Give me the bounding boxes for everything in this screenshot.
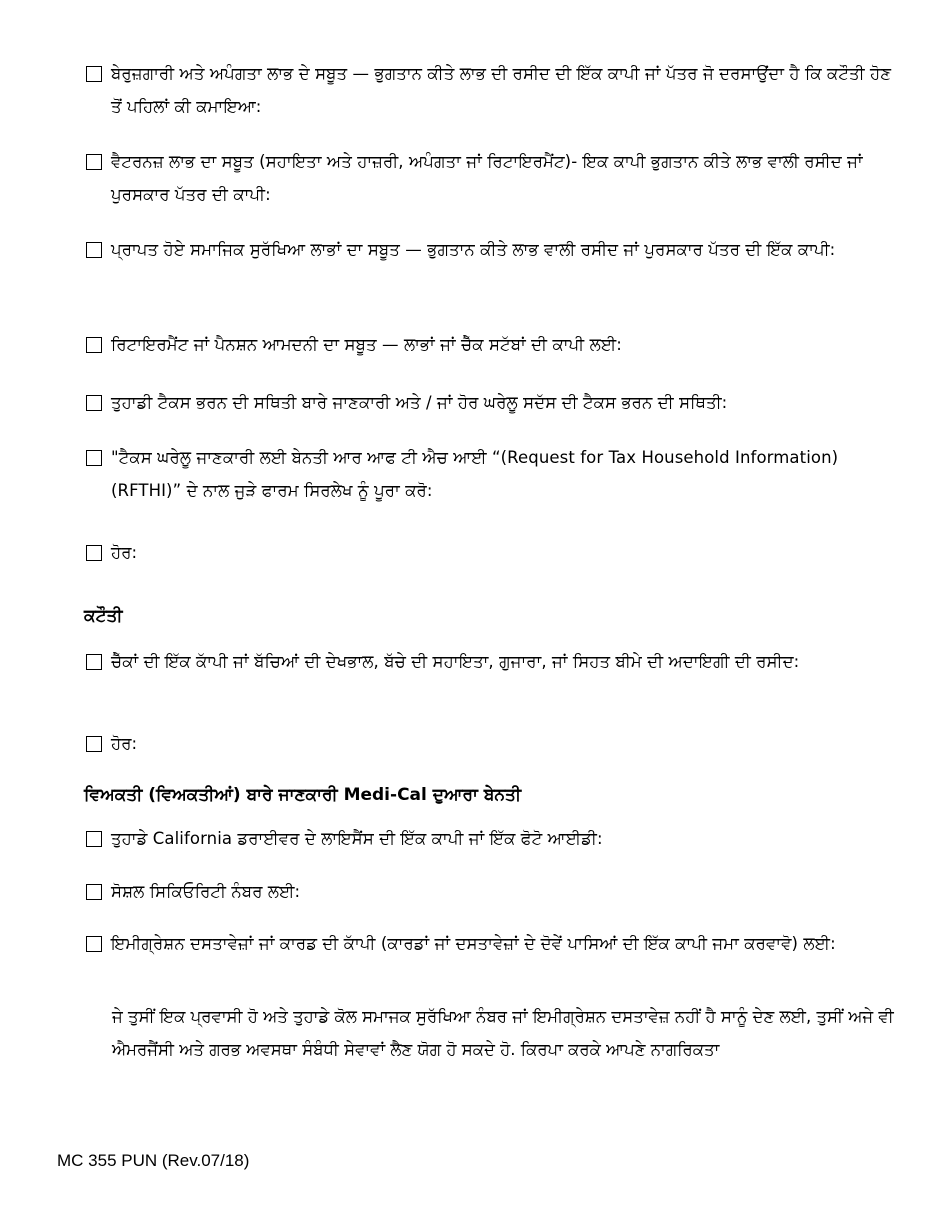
immigrant-note-paragraph: ਜੇ ਤੁਸੀਂ ਇਕ ਪ੍ਰਵਾਸੀ ਹੋ ਅਤੇ ਤੁਹਾਡੇ ਕੋਲ ਸਮਾਜਕ ਸੁਰੱਖਿਆ ਨੰਬਰ ਜਾਂ ਇਮੀਗ੍ਰੇਸ਼ਨ ਦਸਤਾਵੇਜ਼ ਨਹੀਂ ਹੈ ਸਾਨੂੰ ਦੇਣ ਲਈ, ਤੁਸੀਂ ਅਜੇ ਵੀ ਐਮਰਜੈਂਸੀ ਅਤੇ ਗਰਭ ਅਵਸਥਾ ਸੰਬੰਧੀ ਸੇਵਾਵਾਂ ਲੈਣ ਯੋਗ ਹੋ ਸਕਦੇ ਹੋ. ਕਿਰਪਾ ਕਰਕੇ ਆਪਣੇ ਨਾਗਰਿਕਤਾ <box>112 1007 894 1059</box>
checklist-item-label: "ਟੈਕਸ ਘਰੇਲੂ ਜਾਣਕਾਰੀ ਲਈ ਬੇਨਤੀ ਆਰ ਆਫ ਟੀ ਐਚ ਆਈ “(Request for Tax Household Information) (RFTHI)” ਦੇ ਨਾਲ ਜੁੜੇ ਫਾਰਮ ਸਿਰਲੇਖ ਨੂੰ ਪੂਰਾ ਕਰੋ: <box>111 448 839 500</box>
checklist-item-social-security-number <box>86 881 906 908</box>
checkbox[interactable] <box>86 736 102 752</box>
section-heading-deductions: ਕਟੌਤੀ <box>84 606 123 626</box>
checklist-item-rfthi <box>86 447 906 507</box>
checklist-item-label: ਇਮੀਗ੍ਰੇਸ਼ਨ ਦਸਤਾਵੇਜ਼ਾਂ ਜਾਂ ਕਾਰਡ ਦੀ ਕਾੱਪੀ (ਕਾਰਡਾਂ ਜਾਂ ਦਸਤਾਵੇਜ਼ਾਂ ਦੇ ਦੋਵੇਂ ਪਾਸਿਆਂ ਦੀ ਇੱਕ ਕਾਪੀ ਜਮਾ ਕਰਵਾਵੋ) ਲਈ: <box>111 934 836 953</box>
checklist-item-veterans-benefits <box>86 151 906 211</box>
checklist-item-label: ਤੁਹਾਡੇ California ਡਰਾਈਵਰ ਦੇ ਲਾਇਸੈਂਸ ਦੀ ਇੱਕ ਕਾਪੀ ਜਾਂ ਇੱਕ ਫੋਟੋ ਆਈਡੀ: <box>111 829 603 848</box>
checklist-item-label: ਚੈੱਕਾਂ ਦੀ ਇੱਕ ਕਾੱਪੀ ਜਾਂ ਬੱਚਿਆਂ ਦੀ ਦੇਖਭਾਲ, ਬੱਚੇ ਦੀ ਸਹਾਇਤਾ, ਗੁਜਾਰਾ, ਜਾਂ ਸਿਹਤ ਬੀਮੇ ਦੀ ਅਦਾਇਗੀ ਦੀ ਰਸੀਦ: <box>111 652 800 671</box>
checklist-item-unemployment-disability <box>86 63 906 123</box>
checklist-item-label: ਹੋਰ: <box>111 543 138 562</box>
checklist-item-drivers-license <box>86 828 906 855</box>
checklist-item-label: ਵੈਟਰਨਜ਼ ਲਾਭ ਦਾ ਸਬੂਤ (ਸਹਾਇਤਾ ਅਤੇ ਹਾਜ਼ਰੀ, ਅਪੰਗਤਾ ਜਾਂ ਰਿਟਾਇਰਮੈਂਟ)- ਇਕ ਕਾਪੀ ਭੁਗਤਾਨ ਕੀਤੇ ਲਾਭ ਵਾਲੀ ਰਸੀਦ ਜਾਂ ਪੁਰਸਕਾਰ ਪੱਤਰ ਦੀ ਕਾਪੀ: <box>111 152 863 204</box>
checkbox[interactable] <box>86 66 102 82</box>
checklist-item-retirement-pension <box>86 334 906 361</box>
form-number-footer: MC 355 PUN (Rev.07/18) <box>57 1151 250 1170</box>
checkbox[interactable] <box>86 154 102 170</box>
checkbox[interactable] <box>86 395 102 411</box>
checklist-item-deduction-other <box>86 733 906 760</box>
checkbox[interactable] <box>86 545 102 561</box>
checkbox[interactable] <box>86 242 102 258</box>
checkbox[interactable] <box>86 936 102 952</box>
checklist-item-immigration-documents <box>86 933 906 960</box>
checklist-item-label: ਤੁਹਾਡੀ ਟੈਕਸ ਭਰਨ ਦੀ ਸਥਿਤੀ ਬਾਰੇ ਜਾਣਕਾਰੀ ਅਤੇ / ਜਾਂ ਹੋਰ ਘਰੇਲੂ ਸਦੱਸ ਦੀ ਟੈਕਸ ਭਰਨ ਦੀ ਸਥਿਤੀ: <box>111 393 728 412</box>
checkbox[interactable] <box>86 654 102 670</box>
checklist-item-label: ਹੋਰ: <box>111 734 138 753</box>
checklist-item-label: ਰਿਟਾਇਰਮੈਂਟ ਜਾਂ ਪੈਨਸ਼ਨ ਆਮਦਨੀ ਦਾ ਸਬੂਤ — ਲਾਭਾਂ ਜਾਂ ਚੈੱਕ ਸਟੱਬਾਂ ਦੀ ਕਾਪੀ ਲਈ: <box>111 335 622 354</box>
checklist-item-social-security <box>86 239 906 266</box>
checkbox[interactable] <box>86 450 102 466</box>
checklist-item-deduction-receipts <box>86 651 906 678</box>
checkbox[interactable] <box>86 884 102 900</box>
checklist-item-label: ਸੋਸ਼ਲ ਸਿਕਿਓਰਿਟੀ ਨੰਬਰ ਲਈ: <box>111 882 301 901</box>
checklist-item-label: ਬੇਰੁਜ਼ਗਾਰੀ ਅਤੇ ਅਪੰਗਤਾ ਲਾਭ ਦੇ ਸਬੂਤ — ਭੁਗਤਾਨ ਕੀਤੇ ਲਾਭ ਦੀ ਰਸੀਦ ਦੀ ਇੱਕ ਕਾਪੀ ਜਾਂ ਪੱਤਰ ਜੋ ਦਰਸਾਉਂਦਾ ਹੈ ਕਿ ਕਟੌਤੀ ਹੋਣ ਤੋਂ ਪਹਿਲਾਂ ਕੀ ਕਮਾਇਆ: <box>111 64 892 116</box>
checkbox[interactable] <box>86 831 102 847</box>
checklist-item-other <box>86 542 906 569</box>
checklist-item-label: ਪ੍ਰਾਪਤ ਹੋਏ ਸਮਾਜਿਕ ਸੁਰੱਖਿਆ ਲਾਭਾਂ ਦਾ ਸਬੂਤ — ਭੁਗਤਾਨ ਕੀਤੇ ਲਾਭ ਵਾਲੀ ਰਸੀਦ ਜਾਂ ਪੁਰਸਕਾਰ ਪੱਤਰ ਦੀ ਇੱਕ ਕਾਪੀ: <box>111 240 836 259</box>
checkbox[interactable] <box>86 337 102 353</box>
checklist-item-tax-filing-status <box>86 392 906 419</box>
section-heading-identity: ਵਿਅਕਤੀ (ਵਿਅਕਤੀਆਂ) ਬਾਰੇ ਜਾਣਕਾਰੀ Medi-Cal ਦੁਆਰਾ ਬੇਨਤੀ <box>84 785 522 805</box>
